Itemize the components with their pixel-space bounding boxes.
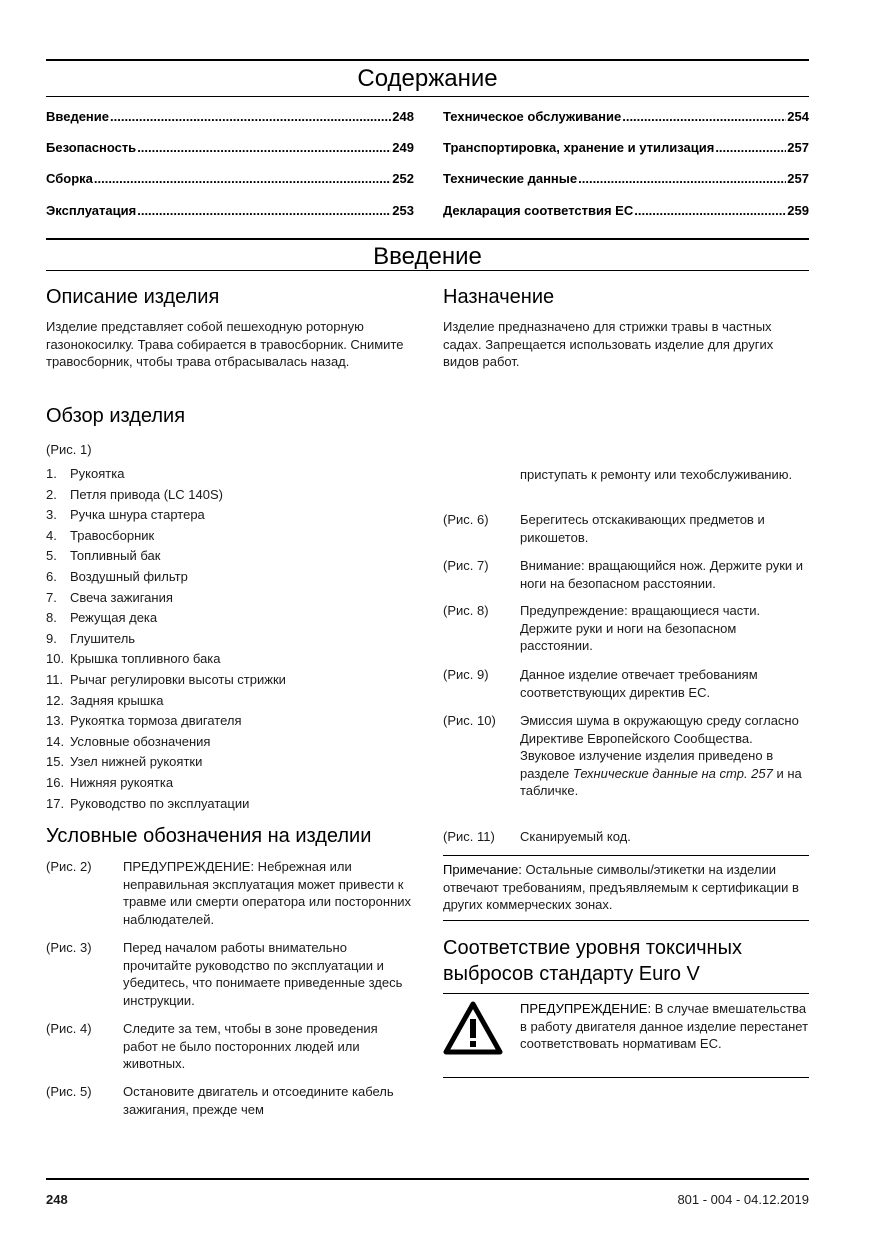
warning-bottom-rule <box>443 1077 809 1078</box>
overview-fig-ref: (Рис. 1) <box>46 442 92 457</box>
symbol-text: Остановите двигатель и отсоедините кабель зажигания, прежде чем <box>123 1084 394 1117</box>
toc-title-rule <box>46 96 809 97</box>
list-item: 2. Петля привода (LC 140S) <box>46 486 223 502</box>
warning-label: ПРЕДУПРЕЖДЕНИЕ: <box>520 1001 652 1016</box>
footer-rule <box>46 1178 809 1180</box>
toc-entry-page: 252 <box>392 171 414 186</box>
toc-entry[interactable] <box>443 140 809 156</box>
symbol-fig-ref: (Рис. 6) <box>443 512 489 527</box>
symbol-text: Данное изделие отвечает требованиям соответствующих директив ЕС. <box>520 667 758 700</box>
toc-top-rule <box>46 59 809 61</box>
symbol-fig-ref: (Рис. 2) <box>46 859 92 874</box>
symbol-text: ПРЕДУПРЕЖДЕНИЕ: Небрежная или неправильная эксплуатация может привести к травме или смерти оператора или посторонних наблюдателей. <box>123 859 412 927</box>
symbol-text: Берегитесь отскакивающих предметов и рикошетов. <box>520 512 765 545</box>
toc-entry-page: 249 <box>392 140 414 155</box>
toc-entry-label: Введение <box>46 109 109 124</box>
list-item: 9. Глушитель <box>46 630 136 646</box>
symbol-fig-ref: (Рис. 9) <box>443 667 489 682</box>
toc-entry-label: Транспортировка, хранение и утилизация <box>443 140 715 155</box>
toc-entry-page: 257 <box>787 171 809 186</box>
toc-entry[interactable] <box>46 140 414 156</box>
overview-heading: Обзор изделия <box>46 405 186 427</box>
toc-entry[interactable] <box>46 109 414 125</box>
description-text: Изделие представляет собой пешеходную роторную газонокосилку. Трава собирается в травосборник. Снимите травосборник, чтобы трава отбрасывалась назад. <box>46 319 404 369</box>
toc-entry-page: 257 <box>787 140 809 155</box>
list-item: 17. Руководство по эксплуатации <box>46 795 250 811</box>
list-item: 13. Рукоятка тормоза двигателя <box>46 713 242 729</box>
purpose-heading: Назначение <box>443 286 555 308</box>
toc-entry-page: 253 <box>392 203 414 218</box>
list-item: 10. Крышка топливного бака <box>46 651 221 667</box>
symbol-fig-ref: (Рис. 11) <box>443 829 495 844</box>
symbol-continuation: приступать к ремонту или техобслуживанию. <box>520 467 793 482</box>
note-text: Остальные символы/этикетки на изделии отвечают требованиям, предъявляемым к сертификации в других коммерческих зонах. <box>443 862 799 912</box>
tech-data-link[interactable]: Технические данные на стр. 257 <box>572 765 773 781</box>
symbol-entry <box>46 1020 416 1073</box>
list-item: 6. Воздушный фильтр <box>46 568 188 584</box>
warning-triangle-icon <box>443 1001 503 1055</box>
description-heading: Описание изделия <box>46 286 220 308</box>
symbol-entry <box>443 828 809 846</box>
purpose-text: Изделие предназначено для стрижки травы в частных садах. Запрещается использовать изделие для других видов работ. <box>443 319 774 369</box>
note <box>443 861 809 914</box>
list-item: 1. Рукоятка <box>46 466 125 481</box>
toc-title: Содержание <box>357 65 498 92</box>
toc-entry-page: 259 <box>787 203 809 218</box>
symbol-entry <box>46 939 416 1009</box>
toc-entry[interactable] <box>46 203 414 219</box>
symbols-heading: Условные обозначения на изделии <box>46 825 372 847</box>
list-item: 16. Нижняя рукоятка <box>46 774 174 790</box>
symbol-entry <box>443 511 809 546</box>
symbol-fig-ref: (Рис. 10) <box>443 713 496 728</box>
list-item: 15. Узел нижней рукоятки <box>46 754 203 770</box>
toc-entry[interactable] <box>443 171 809 187</box>
symbol-fig-ref: (Рис. 3) <box>46 940 92 955</box>
symbol-fig-ref: (Рис. 8) <box>443 603 489 618</box>
symbol-fig-ref: (Рис. 4) <box>46 1021 92 1036</box>
toc-entry[interactable] <box>443 203 809 219</box>
symbol-text: Сканируемый код. <box>520 829 631 844</box>
warning-text: В случае вмешательства в работу двигателя данное изделие перестанет соответствовать нормативам ЕС. <box>520 1001 809 1051</box>
parts-list <box>46 465 416 815</box>
symbol-entry <box>443 602 809 655</box>
toc-entry[interactable] <box>46 171 414 187</box>
toc-entry-label: Сборка <box>46 171 93 186</box>
toc-entry-label: Декларация соответствия ЕС <box>443 203 634 218</box>
toc-entry-label: Технические данные <box>443 171 578 186</box>
symbol-entry <box>46 1083 416 1118</box>
symbol-entry <box>443 557 809 592</box>
list-item: 12. Задняя крышка <box>46 692 164 708</box>
symbol-fig-ref: (Рис. 7) <box>443 558 489 573</box>
list-item: 5. Топливный бак <box>46 548 161 564</box>
symbol-text: Следите за тем, чтобы в зоне проведения работ не было посторонних людей или животных. <box>123 1021 378 1071</box>
note-top-rule <box>443 855 809 856</box>
list-item: 8. Режущая дека <box>46 610 158 626</box>
toc-entry[interactable] <box>443 109 809 125</box>
emission-heading: Соответствие уровня токсичных выбросов стандарту Euro V <box>443 937 742 985</box>
note-bottom-rule <box>443 920 809 921</box>
toc-entry-page: 248 <box>392 109 414 124</box>
symbol-text: Эмиссия шума в окружающую среду согласно Директиве Европейского Сообщества. Звуковое излучение изделия приведено в разделе Технические данные на стр. 257 и на табличке. <box>520 713 802 798</box>
list-item: 4. Травосборник <box>46 527 155 543</box>
symbol-text: Перед началом работы внимательно прочитайте руководство по эксплуатации и убедитесь, что понимаете приведенные здесь инструкции. <box>123 940 403 1008</box>
list-item: 7. Свеча зажигания <box>46 589 173 605</box>
list-item: 11. Рычаг регулировки высоты стрижки <box>46 671 286 687</box>
symbol-fig-ref: (Рис. 5) <box>46 1084 92 1099</box>
list-item: 3. Ручка шнура стартера <box>46 507 205 523</box>
symbol-entry <box>46 858 416 928</box>
toc-entry-label: Безопасность <box>46 140 137 155</box>
toc-entry-label: Эксплуатация <box>46 203 137 218</box>
page-number: 248 <box>46 1192 68 1207</box>
symbol-text: Предупреждение: вращающиеся части. Держите руки и ноги на безопасном расстоянии. <box>520 603 761 653</box>
note-label: Примечание: <box>443 862 522 877</box>
warning-top-rule <box>443 993 809 994</box>
toc-entry-page: 254 <box>787 109 809 124</box>
section-title: Введение <box>373 243 482 270</box>
section-top-rule <box>46 238 809 240</box>
list-item: 14. Условные обозначения <box>46 733 211 749</box>
warning-box <box>520 1000 809 1053</box>
symbol-text: Внимание: вращающийся нож. Держите руки и ноги на безопасном расстоянии. <box>520 558 804 591</box>
symbol-entry <box>443 666 809 701</box>
section-title-rule <box>46 270 809 271</box>
toc-entry-label: Техническое обслуживание <box>443 109 622 124</box>
symbol-entry <box>443 712 809 800</box>
doc-id: 801 - 004 - 04.12.2019 <box>677 1192 809 1207</box>
